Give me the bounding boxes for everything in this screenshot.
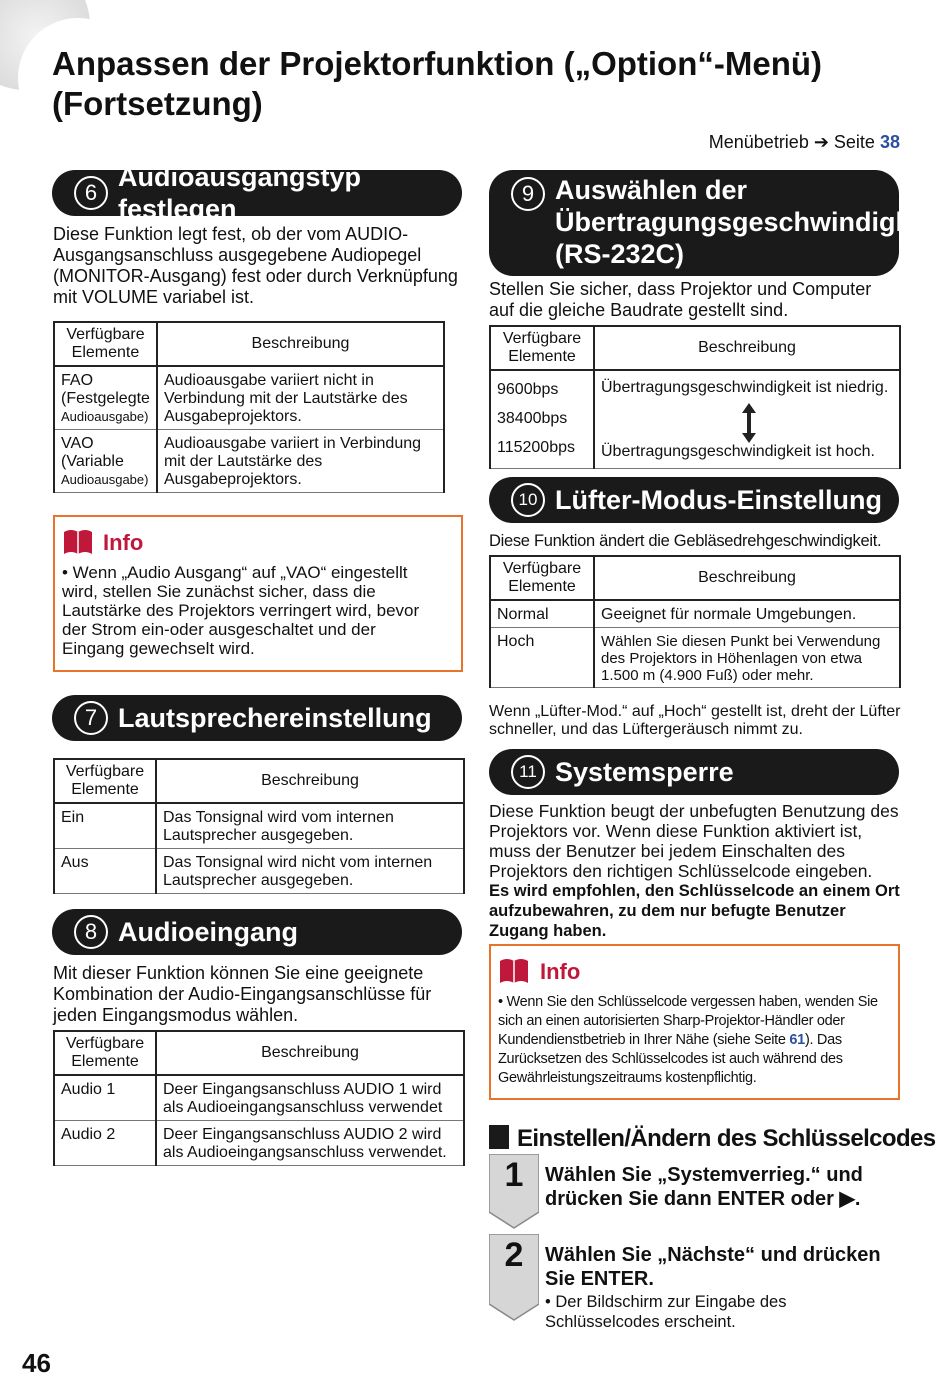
double-arrow-icon — [741, 403, 757, 443]
book-icon — [498, 957, 530, 985]
table-header-description: Beschreibung — [156, 1031, 464, 1075]
table-row — [54, 1121, 464, 1166]
table-cell-description: Das Tonsignal wird nicht vom internen Lautsprecher ausgegeben. — [156, 849, 464, 894]
section-7-table — [53, 758, 465, 894]
table-row — [490, 370, 900, 469]
info-title: Info — [540, 959, 581, 984]
section-11-intro-text: Diese Funktion beugt der unbefugten Benutzung des Projektors vor. Wenn diese Funktion aktiviert ist, muss der Benutzer bei jedem Einschalten des Projektors den richtigen Schlüsselcode eingeben. — [489, 801, 899, 881]
table-row — [54, 1075, 464, 1121]
info-text — [498, 993, 888, 1088]
section-6-table — [53, 321, 445, 493]
page-title — [52, 44, 912, 124]
table-cell-item: (Festgelegte — [61, 390, 150, 407]
section-10-number: 10 — [511, 483, 545, 517]
section-9-header — [489, 170, 943, 276]
section-9-title-line1: Auswählen der — [555, 175, 748, 205]
section-7-number: 7 — [74, 701, 108, 735]
step-2-text: Wählen Sie „Nächste“ und drücken Sie ENTER. — [545, 1244, 881, 1290]
info-text: • Wenn „Audio Ausgang“ auf „VAO“ eingestellt wird, stellen Sie zunächst sicher, dass die Lautstärke des Projektors verringert wird, bevor der Strom ein-oder ausgeschaltet und der Eingang gewechselt wird. — [62, 563, 420, 658]
step-2-number: 2 — [504, 1236, 524, 1274]
info-text-part1: • Wenn Sie den Schlüsselcode vergessen haben, wenden Sie sich an einen autorisierten Sharp-Projektor-Händler oder Kundendienstbetrieb in Ihrer Nähe (siehe Seite — [498, 994, 878, 1048]
keycode-heading — [489, 1125, 936, 1153]
page-title-line2: (Fortsetzung) — [52, 85, 263, 122]
table-cell-description-low: Übertragungsgeschwindigkeit ist niedrig. — [601, 379, 889, 396]
section-6-intro: Diese Funktion legt fest, ob der vom AUDIO-Ausgangsanschluss ausgegebene Audiopegel (MONITOR-Ausgang) fest oder durch Verknüpfung mit VOLUME variabel ist. — [53, 224, 458, 307]
table-row — [54, 430, 444, 493]
step-2-note: • Der Bildschirm zur Eingabe des Schlüsselcodes erscheint. — [545, 1293, 787, 1331]
section-9-intro: Stellen Sie sicher, dass Projektor und Computer auf die gleiche Baudrate gestellt sind. — [489, 279, 872, 320]
table-cell-item: 9600bps — [497, 381, 559, 398]
section-8-intro: Mit dieser Funktion können Sie eine geeignete Kombination der Audio-Eingangsanschlüsse für jeden Eingangsmodus wählen. — [53, 963, 432, 1025]
table-cell-item: 38400bps — [497, 410, 568, 427]
section-11-number: 11 — [511, 755, 545, 789]
menu-reference — [709, 132, 900, 153]
section-6-title: Audioausgangstyp festlegen — [118, 162, 362, 224]
section-10-intro: Diese Funktion ändert die Gebläsedrehgeschwindigkeit. — [489, 532, 882, 550]
table-header-items: Verfügbare Elemente — [54, 1031, 156, 1075]
section-8-title: Audioeingang — [118, 917, 298, 947]
table-header-items: Verfügbare Elemente — [490, 556, 594, 600]
section-11-header — [489, 749, 899, 795]
table-cell-description: Deer Eingangsanschluss AUDIO 2 wird als Audioeingangsanschluss verwendet. — [156, 1121, 464, 1166]
table-cell-description: Deer Eingangsanschluss AUDIO 1 wird als Audioeingangsanschluss verwendet — [156, 1075, 464, 1121]
table-row — [490, 628, 900, 688]
table-cell-item: Normal — [490, 600, 594, 628]
section-7-title: Lautsprechereinstellung — [118, 703, 432, 733]
section-10-table — [489, 555, 901, 688]
table-cell-item: FAO — [61, 372, 94, 389]
table-header-description: Beschreibung — [157, 322, 444, 366]
step-1-text: Wählen Sie „Systemverrieg.“ und drücken Sie dann ENTER oder ▶. — [545, 1164, 863, 1210]
table-cell-description: Audioausgabe variiert in Verbindung mit der Lautstärke des Ausgabeprojektors. — [157, 430, 444, 493]
section-10-note: Wenn „Lüfter-Mod.“ auf „Hoch“ gestellt ist, dreht der Lüfter schneller, und das Lüftergeräusch nimmt zu. — [489, 703, 901, 738]
section-7-header — [52, 695, 462, 741]
keycode-heading-text: Einstellen/Ändern des Schlüsselcodes — [517, 1125, 936, 1152]
table-cell-item: Audio 1 — [54, 1075, 156, 1121]
info-title: Info — [103, 530, 144, 555]
table-cell-description: Wählen Sie diesen Punkt bei Verwendung des Projektors in Höhenlagen von etwa 1.500 m (4.900 Fuß) oder mehr. — [594, 628, 900, 688]
table-header-items: Verfügbare Elemente — [54, 322, 157, 366]
page-number: 46 — [22, 1348, 51, 1378]
table-cell-description-high: Übertragungsgeschwindigkeit ist hoch. — [601, 443, 875, 460]
info-text-part2: ). Das Zurücksetzen des Schlüsselcodes ist auch während des Gewährleistungszeitraums kostenpflichtig. — [498, 1032, 843, 1086]
table-cell-item: Audio 2 — [54, 1121, 156, 1166]
heading-square-icon — [489, 1125, 509, 1149]
table-cell-item: Audioausgabe) — [61, 409, 149, 424]
table-cell-item: Ein — [54, 803, 156, 849]
menu-reference-text: Menübetrieb ➔ Seite — [708, 132, 875, 152]
table-cell-item: (Variable — [61, 453, 124, 470]
table-cell-item: 115200bps — [497, 439, 575, 456]
section-9-table — [489, 325, 901, 469]
table-header-items: Verfügbare Elemente — [490, 326, 594, 370]
table-cell-item: VAO — [61, 435, 94, 452]
table-cell-description: Audioausgabe variiert nicht in Verbindung mit der Lautstärke des Ausgabeprojektors. — [157, 366, 444, 430]
book-icon — [62, 528, 94, 556]
table-header-description: Beschreibung — [594, 556, 900, 600]
step-1-number: 1 — [504, 1156, 524, 1194]
table-header-items: Verfügbare Elemente — [54, 759, 156, 803]
section-11-intro — [489, 801, 901, 941]
section-11-title: Systemsperre — [555, 757, 734, 787]
section-8-table — [53, 1030, 465, 1166]
table-row — [54, 366, 444, 430]
info-page-link[interactable]: 61 — [789, 1032, 805, 1048]
table-row — [54, 803, 464, 849]
table-cell-description: Das Tonsignal wird vom internen Lautsprecher ausgegeben. — [156, 803, 464, 849]
section-11-intro-bold: Es wird empfohlen, den Schlüsselcode an einem Ort aufzubewahren, zu dem nur befugte Benutzer Zugang haben. — [489, 882, 900, 940]
table-header-description: Beschreibung — [594, 326, 900, 370]
table-row — [490, 600, 900, 628]
section-9-number: 9 — [511, 177, 545, 211]
section-8-number: 8 — [74, 915, 108, 949]
table-cell-item: Audioausgabe) — [61, 472, 149, 487]
section-9-title-line2: Übertragungsgeschwindigkeit — [555, 207, 943, 237]
page-title-line1: Anpassen der Projektorfunktion („Option“-Menü) — [52, 45, 823, 82]
section-9-title-line3: (RS-232C) — [555, 239, 685, 269]
section-6-number: 6 — [74, 176, 108, 210]
section-10-title: Lüfter-Modus-Einstellung — [555, 485, 882, 515]
table-row — [54, 849, 464, 894]
section-6-header — [52, 162, 462, 224]
menu-reference-page-link[interactable]: 38 — [879, 132, 900, 152]
table-header-description: Beschreibung — [156, 759, 464, 803]
section-10-header — [489, 477, 899, 523]
table-cell-item: Hoch — [490, 628, 594, 688]
section-8-header — [52, 909, 462, 955]
table-cell-description: Geeignet für normale Umgebungen. — [594, 600, 900, 628]
table-cell-item: Aus — [54, 849, 156, 894]
